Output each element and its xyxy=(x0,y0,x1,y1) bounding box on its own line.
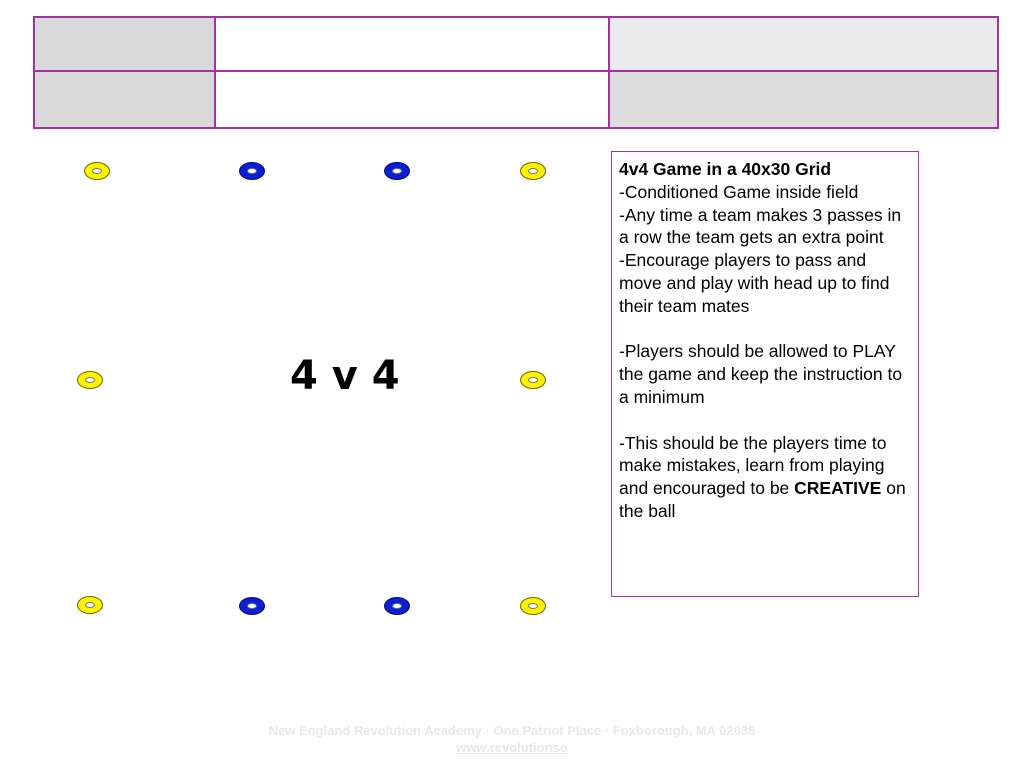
header-row-2 xyxy=(34,71,998,128)
blue-cone-icon xyxy=(384,162,410,180)
header-cell-2-3 xyxy=(609,71,998,128)
notes-title: 4v4 Game in a 40x30 Grid xyxy=(619,159,832,179)
notes-line xyxy=(619,432,911,523)
header-cell-2-2 xyxy=(215,71,609,128)
header-cell-1-3 xyxy=(609,17,998,71)
header-table xyxy=(33,16,999,129)
notes-line: -Conditioned Game inside field xyxy=(619,181,859,202)
notes-spacer xyxy=(619,318,911,341)
header-cell-2-1 xyxy=(34,71,215,128)
yellow-cone-icon xyxy=(77,596,103,614)
notes-text: -This should be the players time to make mistakes, learn from playing and encouraged to be xyxy=(619,432,887,499)
notes-emphasis: CREATIVE xyxy=(794,478,882,499)
footer-address: New England Revolution Academy · One Patriot Place · Foxborough, MA 02035 xyxy=(268,723,756,738)
session-notes xyxy=(611,151,919,597)
notes-spacer xyxy=(619,409,911,432)
header-cell-1-1 xyxy=(34,17,215,71)
yellow-cone-icon xyxy=(520,597,546,615)
yellow-cone-icon xyxy=(520,162,546,180)
notes-text: on the ball xyxy=(619,478,906,521)
header-row-1 xyxy=(34,17,998,71)
yellow-cone-icon xyxy=(84,162,110,180)
yellow-cone-icon xyxy=(520,371,546,389)
notes-line: -Players should be allowed to PLAY the game and keep the instruction to a minimum xyxy=(619,341,903,407)
notes-line: -Encourage players to pass and move and play with head up to find their team mates xyxy=(619,250,890,316)
footer xyxy=(0,722,1024,756)
blue-cone-icon xyxy=(239,162,265,180)
blue-cone-icon xyxy=(384,597,410,615)
header-cell-1-2 xyxy=(215,17,609,71)
blue-cone-icon xyxy=(239,597,265,615)
footer-link[interactable]: www.revolutionso xyxy=(456,740,568,755)
yellow-cone-icon xyxy=(77,371,103,389)
notes-line: -Any time a team makes 3 passes in a row the team gets an extra point xyxy=(619,204,902,248)
game-format-label: 4 v 4 xyxy=(290,353,400,399)
